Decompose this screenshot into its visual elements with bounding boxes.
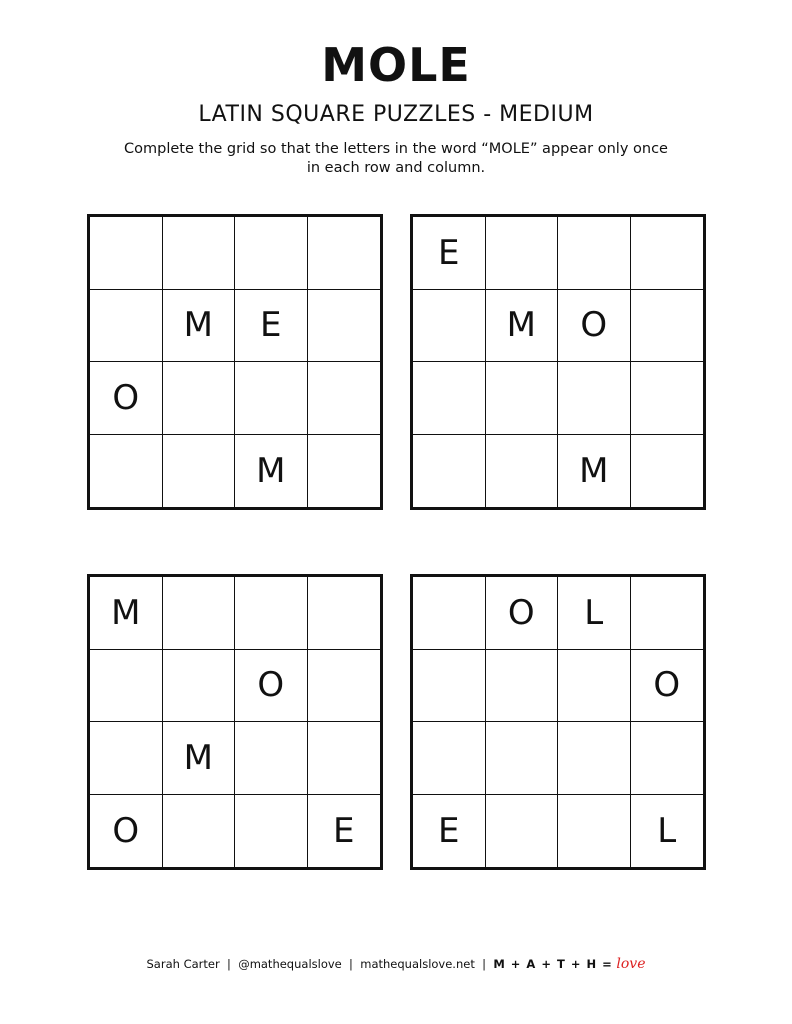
puzzle-cell xyxy=(235,217,308,290)
puzzle-cell: M xyxy=(163,722,236,795)
puzzle-cell xyxy=(631,362,704,435)
puzzle-cell xyxy=(413,722,486,795)
puzzle-cell xyxy=(631,577,704,650)
puzzle-cell xyxy=(90,650,163,723)
puzzle-cell xyxy=(163,577,236,650)
puzzle-cell xyxy=(235,722,308,795)
puzzle-cell xyxy=(631,722,704,795)
puzzle-grid-2 xyxy=(410,214,706,510)
puzzle-cell xyxy=(486,362,559,435)
footer-author: Sarah Carter xyxy=(146,957,220,971)
puzzle-cell xyxy=(486,795,559,868)
footer-social: @mathequalslove xyxy=(238,957,342,971)
footer-brand: M + A + T + H = xyxy=(493,957,613,971)
puzzle-cell: L xyxy=(558,577,631,650)
puzzle-cell xyxy=(308,722,381,795)
puzzle-cell xyxy=(90,217,163,290)
puzzle-cell xyxy=(308,217,381,290)
puzzle-cell xyxy=(308,435,381,508)
puzzle-cell: E xyxy=(413,795,486,868)
puzzle-cell: E xyxy=(413,217,486,290)
puzzle-cell: E xyxy=(235,290,308,363)
puzzle-cell xyxy=(631,217,704,290)
puzzle-cell xyxy=(163,650,236,723)
puzzle-cell: O xyxy=(486,577,559,650)
puzzle-cell: O xyxy=(90,795,163,868)
puzzle-cell xyxy=(413,290,486,363)
puzzle-cell xyxy=(235,577,308,650)
puzzle-cell: M xyxy=(90,577,163,650)
puzzle-cell xyxy=(308,362,381,435)
puzzle-grid-4 xyxy=(410,574,706,870)
instructions xyxy=(100,140,692,178)
puzzle-cell xyxy=(90,435,163,508)
footer-separator: | xyxy=(478,957,490,971)
puzzle-cell xyxy=(413,650,486,723)
puzzle-cell xyxy=(308,290,381,363)
puzzle-cell xyxy=(631,290,704,363)
puzzle-grid-3 xyxy=(87,574,383,870)
puzzle-cell xyxy=(413,435,486,508)
puzzle-cell xyxy=(90,290,163,363)
puzzle-cell: O xyxy=(90,362,163,435)
puzzle-cell: O xyxy=(235,650,308,723)
puzzle-cell xyxy=(413,577,486,650)
puzzle-cell: M xyxy=(486,290,559,363)
puzzle-cell: M xyxy=(235,435,308,508)
puzzle-cell xyxy=(486,217,559,290)
puzzle-cell xyxy=(558,722,631,795)
puzzle-cell xyxy=(235,362,308,435)
footer-brand-love: love xyxy=(616,956,646,972)
puzzle-cell xyxy=(631,435,704,508)
page-title: MOLE xyxy=(321,38,471,92)
puzzle-cell: E xyxy=(333,810,355,851)
instructions-line-2: in each row and column. xyxy=(306,160,486,176)
instructions-line-1: Complete the grid so that the letters in the word “MOLE” appear only once xyxy=(124,141,668,157)
footer-separator: | xyxy=(345,957,357,971)
puzzle-cell: L xyxy=(657,810,677,851)
puzzle-cell xyxy=(308,577,381,650)
puzzle-cell xyxy=(558,217,631,290)
puzzle-cell: M xyxy=(558,435,631,508)
puzzle-cell xyxy=(486,650,559,723)
puzzle-grid-1 xyxy=(87,214,383,510)
puzzle-cell xyxy=(558,650,631,723)
puzzle-cell xyxy=(308,650,381,723)
footer-site: mathequalslove.net xyxy=(360,957,475,971)
puzzle-cell xyxy=(558,362,631,435)
footer-separator: | xyxy=(223,957,235,971)
puzzle-cell xyxy=(486,722,559,795)
puzzle-cell xyxy=(235,795,308,868)
puzzle-cell xyxy=(90,722,163,795)
puzzle-cell xyxy=(163,435,236,508)
puzzle-cell xyxy=(558,795,631,868)
puzzle-cell xyxy=(413,362,486,435)
puzzle-cell: O xyxy=(558,290,631,363)
footer xyxy=(0,956,792,972)
puzzle-cell: O xyxy=(631,650,704,723)
page-subtitle: LATIN SQUARE PUZZLES - MEDIUM xyxy=(198,102,594,127)
puzzle-cell xyxy=(163,217,236,290)
puzzle-cell: M xyxy=(163,290,236,363)
puzzle-cell xyxy=(163,795,236,868)
puzzle-cell xyxy=(163,362,236,435)
puzzle-cell xyxy=(486,435,559,508)
